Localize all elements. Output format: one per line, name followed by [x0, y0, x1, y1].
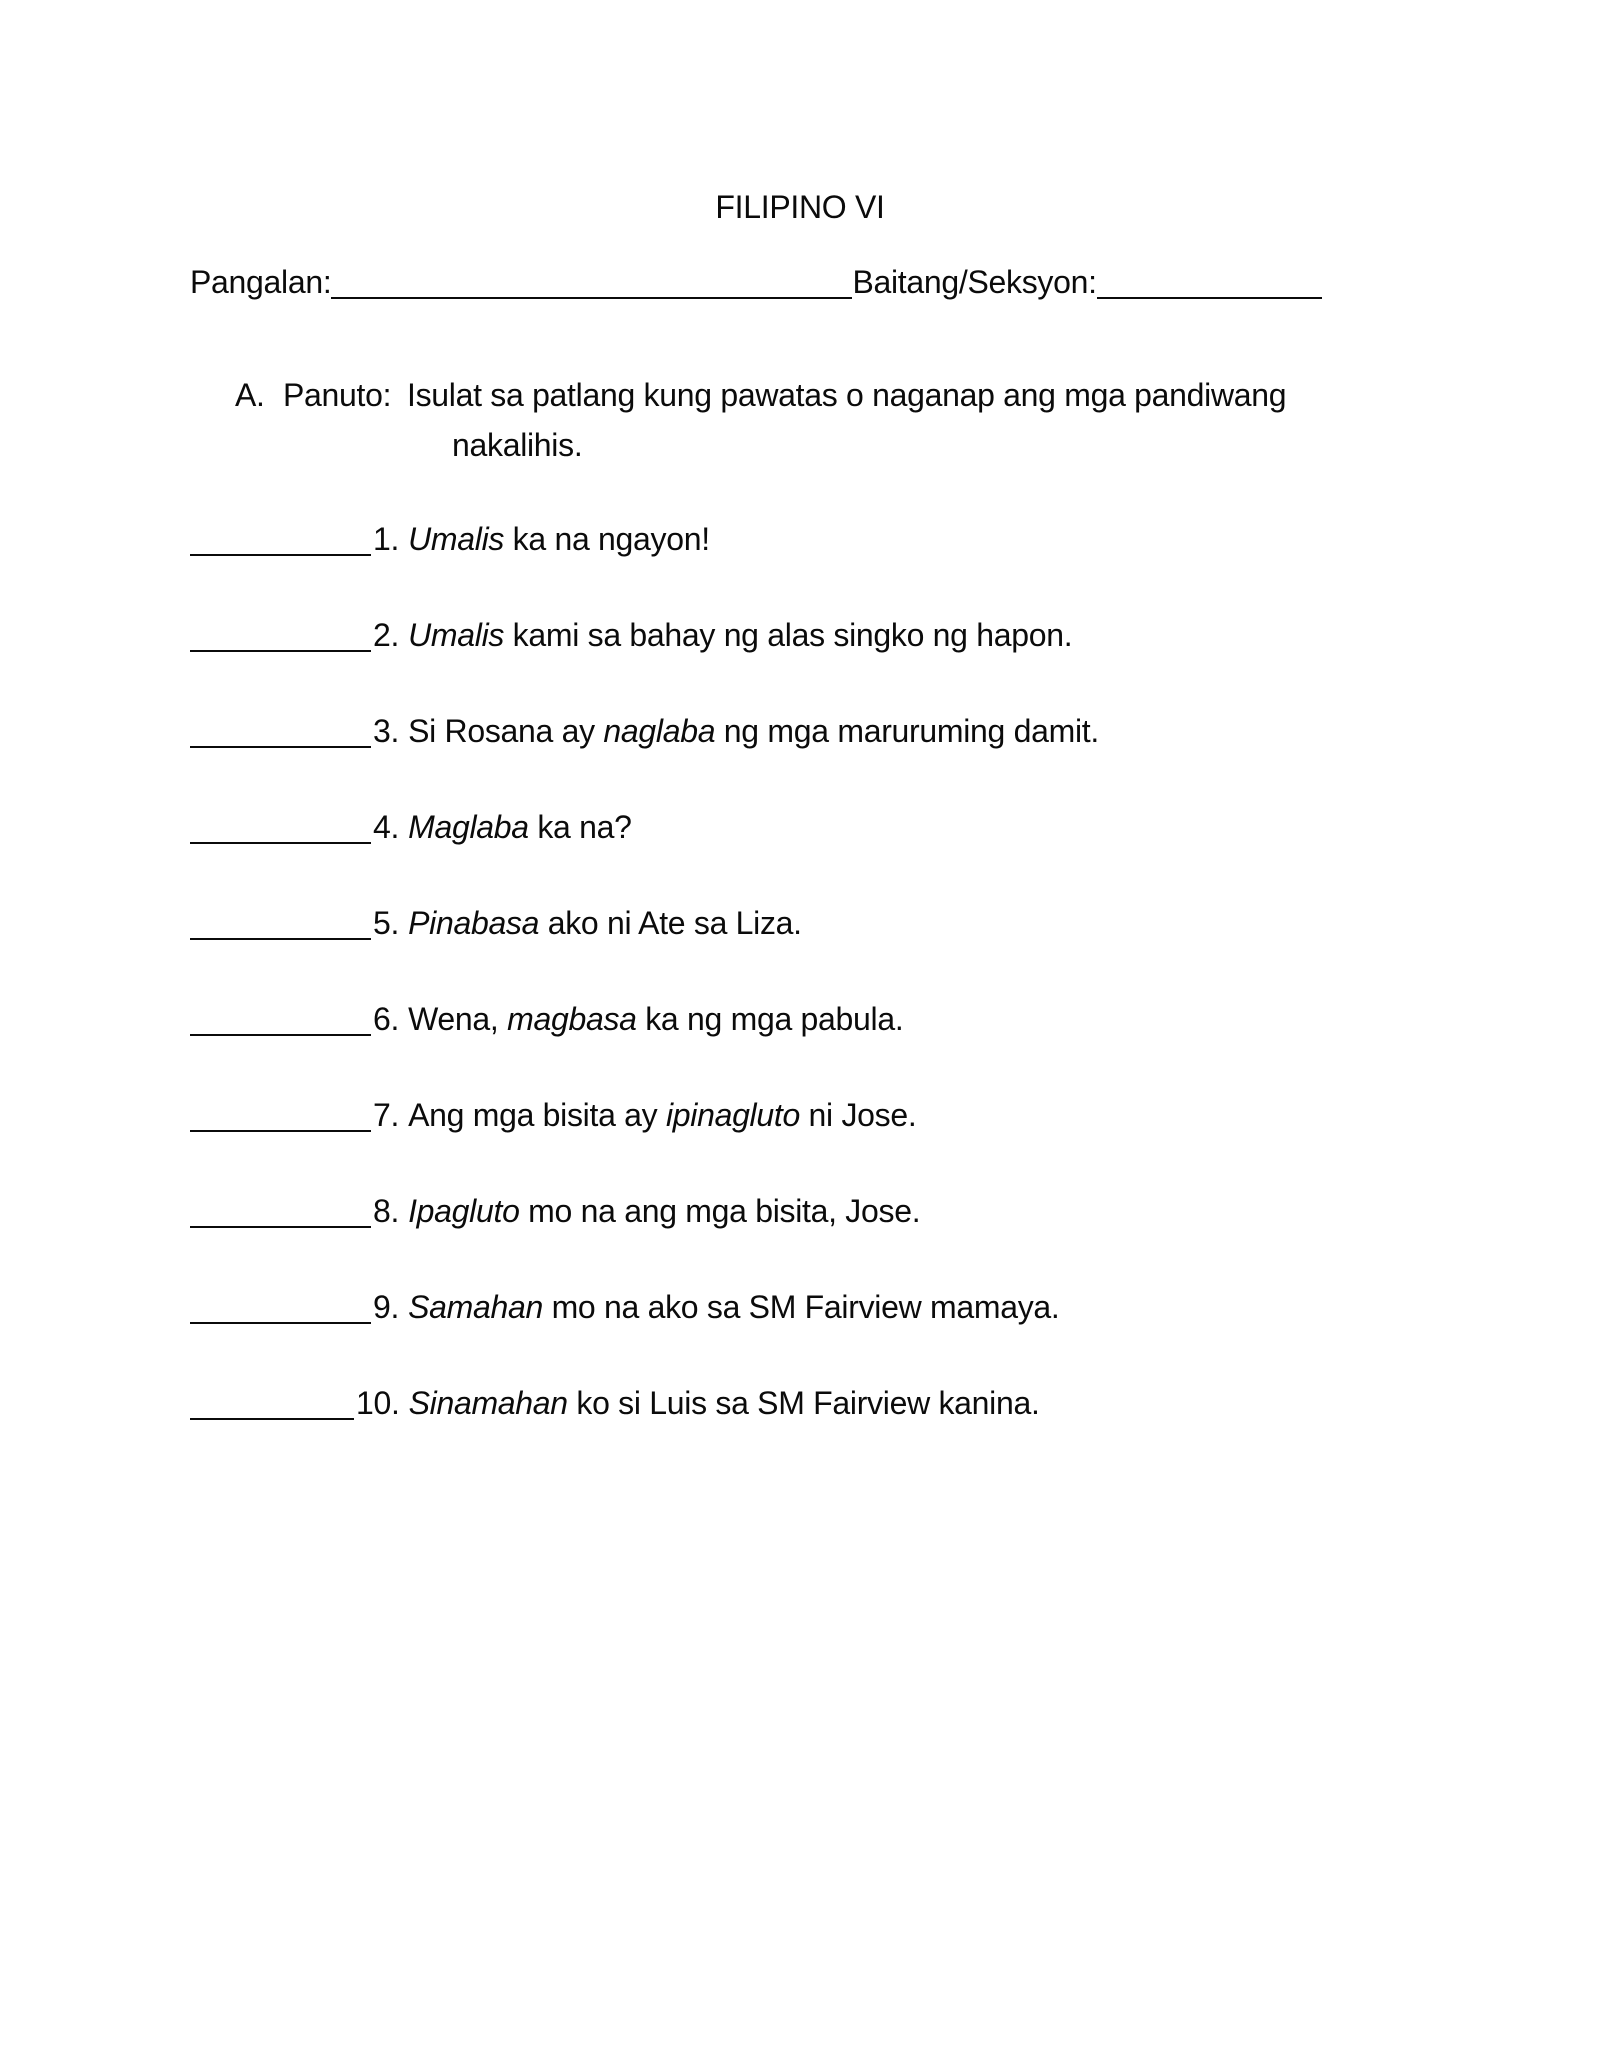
- answer-blank: [190, 938, 371, 940]
- worksheet-item: [190, 904, 1410, 942]
- worksheet-item: [190, 1192, 1410, 1230]
- item-text-pre: Wena,: [408, 1001, 508, 1037]
- item-verb-italic: ipinagluto: [665, 1097, 800, 1133]
- worksheet-item: [190, 1096, 1410, 1134]
- item-text-post: mo na ako sa SM Fairview mamaya.: [542, 1289, 1060, 1325]
- worksheet-item: [190, 1000, 1410, 1038]
- item-text-post: ka na?: [528, 809, 632, 845]
- name-section-line: [190, 263, 1410, 301]
- item-text-pre: Ang mga bisita ay: [408, 1097, 666, 1133]
- name-label: Pangalan:: [190, 264, 332, 300]
- item-verb-italic: Pinabasa: [408, 905, 540, 941]
- item-number: 6.: [373, 1001, 400, 1037]
- worksheet-item: [190, 712, 1410, 750]
- item-verb-italic: Ipagluto: [408, 1193, 520, 1229]
- instruction-block: [235, 370, 1410, 470]
- item-number: 10.: [356, 1385, 400, 1421]
- instruction-line-1: [235, 370, 1410, 420]
- item-number: 4.: [373, 809, 400, 845]
- item-verb-italic: Maglaba: [408, 809, 529, 845]
- item-text-pre: Si Rosana ay: [408, 713, 604, 749]
- item-text-post: ng mga maruruming damit.: [715, 713, 1099, 749]
- instruction-line-2: nakalihis.: [452, 427, 583, 463]
- item-text-post: ka ng mga pabula.: [636, 1001, 904, 1037]
- section-blank: [1097, 297, 1322, 299]
- item-number: 8.: [373, 1193, 400, 1229]
- worksheet-item: [190, 808, 1410, 846]
- instruction-marker: A.: [235, 377, 265, 413]
- name-blank: [331, 297, 852, 299]
- item-verb-italic: Sinamahan: [408, 1385, 568, 1421]
- item-text-post: kami sa bahay ng alas singko ng hapon.: [504, 617, 1073, 653]
- answer-blank: [190, 1418, 354, 1420]
- item-text-post: ni Jose.: [799, 1097, 917, 1133]
- worksheet-item: [190, 1288, 1410, 1326]
- item-number: 9.: [373, 1289, 400, 1325]
- item-verb-italic: magbasa: [507, 1001, 637, 1037]
- item-verb-italic: Umalis: [408, 521, 505, 557]
- item-number: 5.: [373, 905, 400, 941]
- worksheet-item: [190, 1384, 1410, 1422]
- item-verb-italic: Samahan: [408, 1289, 543, 1325]
- answer-blank: [190, 1130, 371, 1132]
- answer-blank: [190, 1034, 371, 1036]
- page-title: FILIPINO VI: [715, 189, 885, 225]
- item-text-post: ako ni Ate sa Liza.: [539, 905, 802, 941]
- item-number: 3.: [373, 713, 400, 749]
- item-verb-italic: naglaba: [603, 713, 716, 749]
- item-text-post: ko si Luis sa SM Fairview kanina.: [567, 1385, 1040, 1421]
- item-list: [190, 520, 1410, 1422]
- answer-blank: [190, 650, 371, 652]
- item-text-post: ka na ngayon!: [504, 521, 710, 557]
- answer-blank: [190, 746, 371, 748]
- worksheet-item: [190, 520, 1410, 558]
- item-number: 7.: [373, 1097, 400, 1133]
- section-label: Baitang/Seksyon:: [852, 264, 1097, 300]
- item-verb-italic: Umalis: [408, 617, 505, 653]
- worksheet-item: [190, 616, 1410, 654]
- answer-blank: [190, 842, 371, 844]
- instruction-text: Isulat sa patlang kung pawatas o naganap ang mga pandiwang: [407, 377, 1287, 413]
- item-text-post: mo na ang mga bisita, Jose.: [519, 1193, 921, 1229]
- answer-blank: [190, 1322, 371, 1324]
- instruction-label: Panuto:: [283, 377, 392, 413]
- answer-blank: [190, 1226, 371, 1228]
- item-number: 1.: [373, 521, 400, 557]
- answer-blank: [190, 554, 371, 556]
- item-number: 2.: [373, 617, 400, 653]
